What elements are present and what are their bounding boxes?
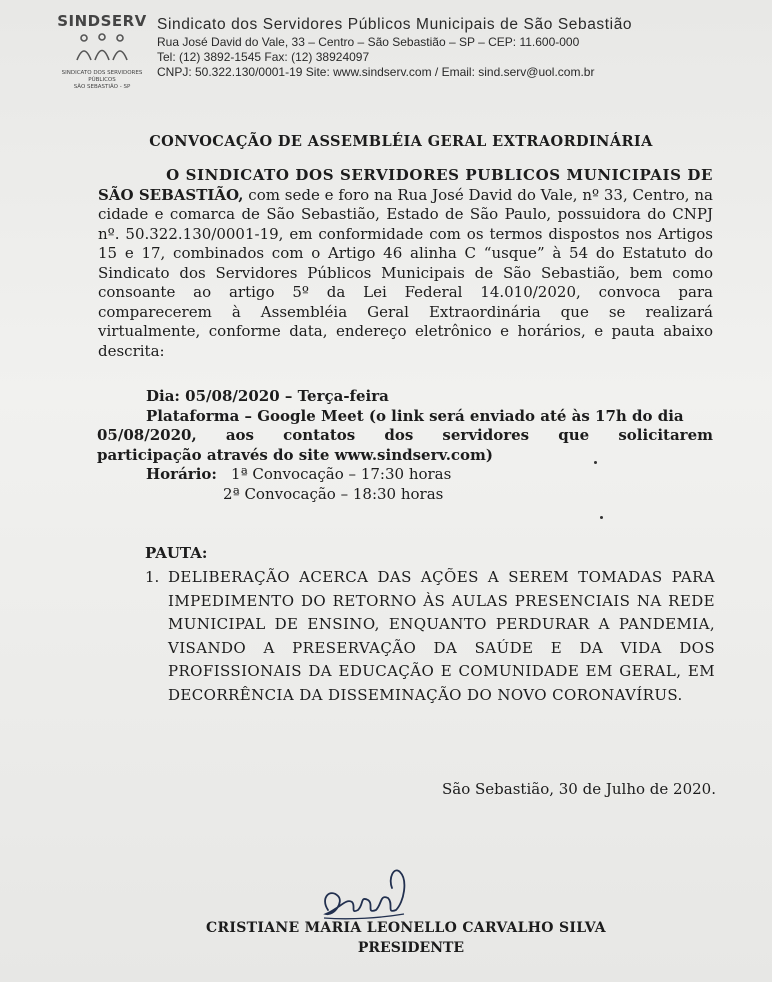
letterhead-title: Sindicato dos Servidores Públicos Municipais de São Sebastião: [157, 16, 633, 33]
meeting-date: Dia: 05/08/2020 – Terça-feira: [146, 387, 389, 405]
logo-caption: SINDICATO DOS SERVIDORES PÚBLICOS SÃO SEBASTIÃO - SP: [61, 70, 143, 90]
union-logo: [56, 10, 148, 98]
agenda-item-text: DELIBERAÇÃO ACERCA DAS AÇÕES A SEREM TOMADAS PARA IMPEDIMENTO DO RETORNO ÀS AULAS PRESENCIAIS NA REDE MUNICIPAL DE ENSINO, ENQUANTO PERDURAR A PANDEMIA, VISANDO A PRESERVAÇÃO DA SAÚDE E DA VIDA DOS PROFISSIONAIS DA EDUCAÇÃO E COMUNIDADE EM GERAL, EM DECORRÊNCIA DA DISSEMINAÇÃO DO NOVO CORONAVÍRUS.: [168, 568, 715, 704]
schedule-row-1: [146, 465, 713, 485]
body-paragraph: [98, 166, 713, 361]
platform-line-1: Plataforma – Google Meet (o link será enviado até às 17h do dia: [146, 406, 684, 425]
letterhead-phone: Tel: (12) 3892-1545 Fax: (12) 38924097: [157, 50, 370, 64]
lead-line-2: SÃO SEBASTIÃO,: [98, 185, 244, 204]
letterhead-cnpj: CNPJ: 50.322.130/0001-19 Site: www.sindserv.com / Email: sind.serv@uol.com.br: [157, 65, 595, 79]
place-date-line: São Sebastião, 30 de Julho de 2020.: [442, 780, 716, 798]
platform-line-2: 05/08/2020, aos contatos dos servidores que solicitarem: [97, 426, 713, 445]
logo-text: SINDSERV: [57, 12, 147, 30]
body-text: com sede e foro na Rua José David do Vale, nº 33, Centro, na cidade e comarca de São Sebastião, Estado de São Paulo, possuidora do CNPJ nº. 50.322.130/0001-19, em conformidade com os termos dispostos nos Artigos 15 e 17, combinados com o Artigo 46 alinha C “usque” à 54 do Estatuto do Sindicato dos Servidores Públicos Municipais de São Sebastião, bem como consoante ao artigo 5º da Lei Federal 14.010/2020, convoca para comparecerem à Assembléia Geral Extraordinária que se realizará virtualmente, conforme data, endereço eletrônico e horários, e pauta abaixo descrita:: [98, 185, 713, 360]
schedule-label: Horário:: [146, 465, 217, 484]
agenda-item-number: 1.: [145, 568, 160, 586]
letterhead-address: Rua José David do Vale, 33 – Centro – São Sebastião – SP – CEP: 11.600-000: [157, 35, 580, 49]
agenda-item: [145, 566, 715, 707]
signer-name: CRISTIANE MARIA LEONELLO CARVALHO SILVA: [206, 920, 606, 936]
agenda-label: PAUTA:: [145, 544, 208, 562]
meeting-details: [97, 387, 713, 505]
first-call-time: 1ª Convocação – 17:30 horas: [230, 465, 452, 484]
signer-role: PRESIDENTE: [357, 940, 465, 956]
lead-line-1: O SINDICATO DOS SERVIDORES PUBLICOS MUNICIPAIS DE: [166, 166, 713, 184]
speck-mark: [594, 461, 597, 464]
people-figures-icon: [72, 32, 132, 64]
handwritten-signature: [300, 858, 420, 928]
platform-line-3: participação através do site www.sindserv.com): [97, 445, 494, 464]
document-title: CONVOCAÇÃO DE ASSEMBLÉIA GERAL EXTRAORDINÁRIA: [149, 133, 653, 150]
speck-mark: [600, 516, 603, 519]
second-call-time: 2ª Convocação – 18:30 horas: [223, 484, 444, 503]
